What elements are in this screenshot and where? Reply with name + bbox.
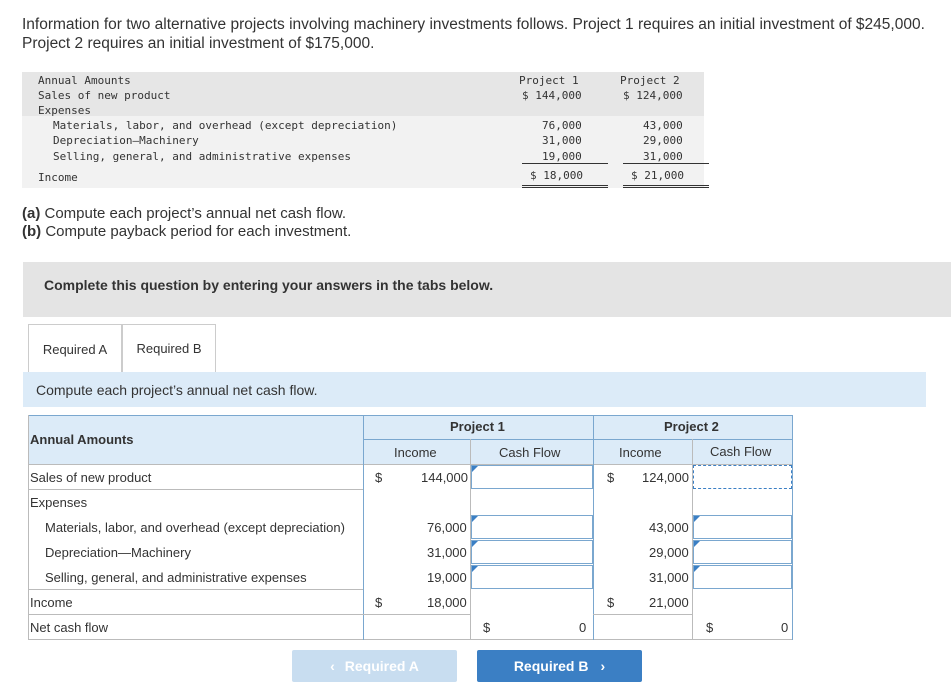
info-rule-p1 xyxy=(522,163,608,164)
p1-net-cash-flow: 0 xyxy=(579,620,587,635)
info-table xyxy=(22,70,704,188)
p1-income-sales: 144,000 xyxy=(421,470,468,485)
dollar-sign: $ xyxy=(483,620,491,635)
grid-line xyxy=(363,439,793,440)
info-row-label: Selling, general, and administrative expenses xyxy=(53,150,352,163)
column-header-annual-amounts: Annual Amounts xyxy=(30,432,134,447)
chevron-left-icon: ‹ xyxy=(330,658,335,674)
info-double-rule-p2 xyxy=(623,185,709,188)
grid-line xyxy=(28,639,793,640)
chevron-right-icon: › xyxy=(600,658,606,674)
column-header-income-p1: Income xyxy=(394,445,437,460)
p1-income-selling: 19,000 xyxy=(427,570,467,585)
p1-cashflow-depreciation-input[interactable] xyxy=(471,540,593,564)
p1-income-depreciation: 31,000 xyxy=(427,545,467,560)
p1-income-materials: 76,000 xyxy=(427,520,467,535)
info-row-p1: $ 144,000 xyxy=(522,89,582,102)
question-b: (b) Compute payback period for each investment. xyxy=(22,223,352,240)
tab-label: Required A xyxy=(42,341,108,357)
p2-cashflow-selling-input[interactable] xyxy=(693,565,792,589)
info-row-p1: 31,000 xyxy=(542,134,582,147)
dollar-sign: $ xyxy=(607,595,615,610)
answer-table xyxy=(28,415,793,639)
p1-cashflow-sales-input[interactable] xyxy=(471,465,593,489)
info-row-p2: 43,000 xyxy=(643,119,683,132)
info-header: Annual Amounts xyxy=(38,74,131,87)
info-row-p2: $ 124,000 xyxy=(623,89,683,102)
p2-net-cash-flow: 0 xyxy=(781,620,789,635)
p1-cashflow-selling-input[interactable] xyxy=(471,565,593,589)
info-row-p1: 76,000 xyxy=(542,119,582,132)
info-col1: Project 1 xyxy=(519,74,579,87)
instruction-text: Compute each project’s annual net cash flow. xyxy=(36,382,318,398)
info-row-p2: $ 21,000 xyxy=(631,169,684,182)
row-label-materials: Materials, labor, and overhead (except depreciation) xyxy=(45,520,345,535)
grid-line xyxy=(28,489,363,490)
tab-label: Required B xyxy=(136,341,202,356)
prev-required-a-button[interactable] xyxy=(292,650,457,682)
grid-line xyxy=(593,614,692,615)
instruction-bar xyxy=(23,372,926,407)
complete-banner-text: Complete this question by entering your answers in the tabs below. xyxy=(44,277,494,293)
complete-banner xyxy=(23,262,951,317)
info-row-label: Income xyxy=(38,171,78,184)
column-header-project-2: Project 2 xyxy=(664,419,719,434)
dollar-sign: $ xyxy=(607,470,615,485)
p2-income-materials: 43,000 xyxy=(649,520,689,535)
info-row-label: Depreciation—Machinery xyxy=(53,134,199,147)
grid-line xyxy=(792,415,793,640)
p2-income-sales: 124,000 xyxy=(642,470,689,485)
info-col2: Project 2 xyxy=(620,74,680,87)
grid-line xyxy=(28,415,793,416)
p2-income-selling: 31,000 xyxy=(649,570,689,585)
grid-line xyxy=(363,415,364,640)
dollar-sign: $ xyxy=(375,470,383,485)
info-row-label: Materials, labor, and overhead (except depreciation) xyxy=(53,119,398,132)
grid-line xyxy=(28,464,793,465)
row-label-sales: Sales of new product xyxy=(30,470,152,485)
column-header-project-1: Project 1 xyxy=(450,419,505,434)
question-a: (a) Compute each project’s annual net cash flow. xyxy=(22,205,347,222)
p1-income-income: 18,000 xyxy=(427,595,467,610)
p2-income-depreciation: 29,000 xyxy=(649,545,689,560)
p2-cashflow-depreciation-input[interactable] xyxy=(693,540,792,564)
grid-line xyxy=(363,614,470,615)
row-label-net-cash-flow: Net cash flow xyxy=(30,620,109,635)
p2-cashflow-materials-input[interactable] xyxy=(693,515,792,539)
next-required-b-button[interactable] xyxy=(477,650,642,682)
grid-line xyxy=(28,589,363,590)
info-row-p2: 31,000 xyxy=(643,150,683,163)
row-label-depreciation: Depreciation—Machinery xyxy=(45,545,191,560)
info-row-label: Expenses xyxy=(38,104,91,117)
column-header-income-p2: Income xyxy=(619,445,662,460)
intro-line-2: Project 2 requires an initial investment of $175,000. xyxy=(22,35,375,52)
info-row-p2: 29,000 xyxy=(643,134,683,147)
intro-line-1: Information for two alternative projects involving machinery investments follows. Project 1 requires an initial investment of $245,000. xyxy=(22,16,925,33)
tab-required-b[interactable] xyxy=(122,324,216,373)
grid-line xyxy=(28,614,363,615)
dollar-sign: $ xyxy=(375,595,383,610)
grid-line xyxy=(593,415,594,640)
info-row-p1: $ 18,000 xyxy=(530,169,583,182)
p2-income-income: 21,000 xyxy=(649,595,689,610)
next-button-label: Required B xyxy=(513,658,589,674)
info-row-p1: 19,000 xyxy=(542,150,582,163)
info-row-label: Sales of new product xyxy=(38,89,171,102)
prev-button-label: Required A xyxy=(344,658,419,674)
dollar-sign: $ xyxy=(706,620,714,635)
p2-cashflow-sales-input[interactable] xyxy=(693,465,792,489)
info-rule-p2 xyxy=(623,163,709,164)
problem-intro xyxy=(22,15,947,53)
info-double-rule-p1 xyxy=(522,185,608,188)
p1-cashflow-materials-input[interactable] xyxy=(471,515,593,539)
tab-required-a[interactable] xyxy=(28,324,122,373)
grid-line xyxy=(28,415,29,640)
row-label-income: Income xyxy=(30,595,73,610)
questions xyxy=(22,205,351,241)
column-header-cashflow-p1: Cash Flow xyxy=(499,445,561,460)
header-project-bg xyxy=(363,415,793,439)
column-header-cashflow-p2: Cash Flow xyxy=(710,444,772,459)
row-label-expenses: Expenses xyxy=(30,495,88,510)
row-label-selling: Selling, general, and administrative expenses xyxy=(45,570,307,585)
